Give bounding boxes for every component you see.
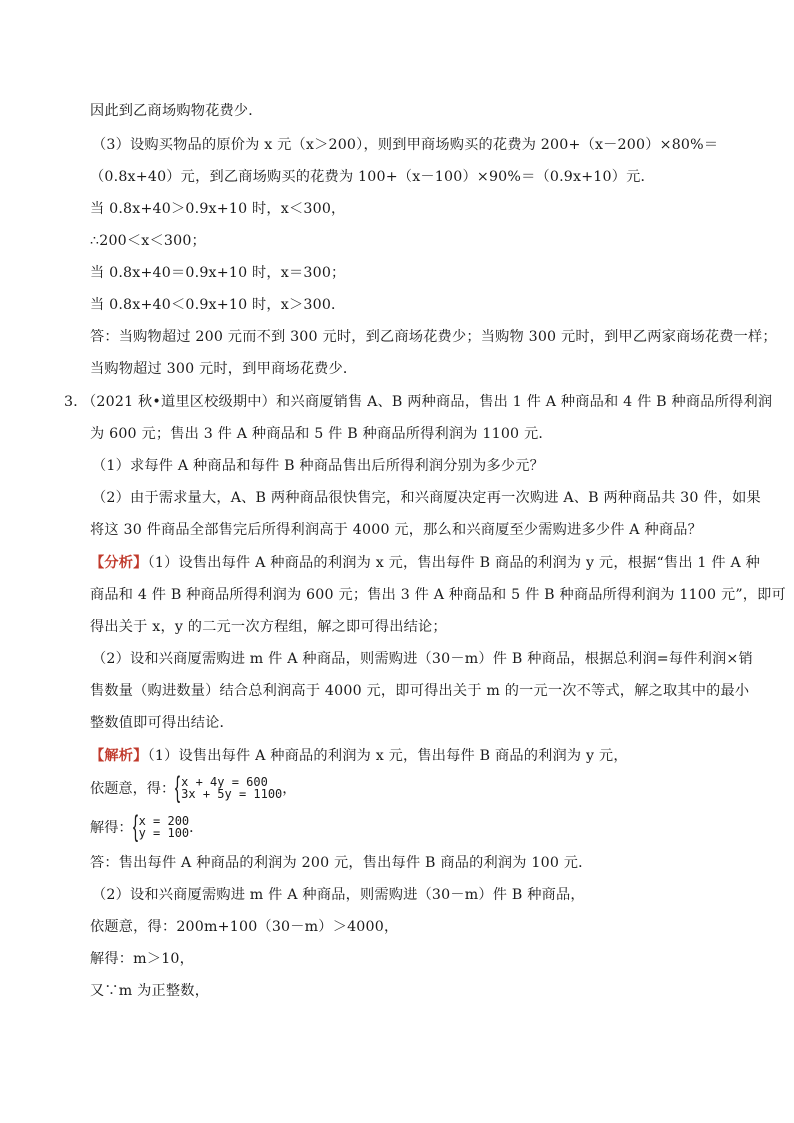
equation: x + 4y = 600	[181, 775, 268, 789]
text-line: 解得：m＞10，	[90, 951, 195, 967]
text-line: 商品和 4 件 B 种商品所得利润为 600 元；售出 3 件 A 种商品和 5 件 B 种商品所得利润为 1100 元”，即可	[90, 587, 786, 603]
solution-line	[90, 746, 628, 766]
text-line: 又∵m 为正整数，	[90, 983, 210, 999]
text-line: 当购物超过 300 元时，到甲商场花费少．	[90, 361, 358, 377]
equation-list	[139, 815, 190, 839]
question-number: 3．	[64, 394, 88, 410]
punctuation: ，	[282, 781, 297, 797]
text-span: 解得：	[90, 820, 133, 836]
equation-list	[181, 776, 282, 800]
text-line: 答：当购物超过 200 元而不到 300 元时，到乙商场花费少；当购物 300 元时，到甲乙两家商场花费一样；	[90, 329, 777, 345]
analysis-line	[90, 553, 760, 573]
equation: x = 200	[138, 814, 190, 828]
text-line: （2）由于需求量大，A、B 两种商品很快售完，和兴商厦决定再一次购进 A、B 两种商品共 30 件，如果	[92, 490, 761, 506]
equation: 3x + 5y = 1100	[181, 787, 283, 801]
text-line: 将这 30 件商品全部售完后所得利润高于 4000 元，那么和兴商厦至少需购进多少件 A 种商品？	[90, 522, 703, 538]
equation: y = 100	[138, 826, 190, 840]
text-line: 当 0.8x+40＝0.9x+10 时，x＝300；	[90, 265, 346, 281]
text-line: （2）设和兴商厦需购进 m 件 A 种商品，则需购进（30－m）件 B 种商品，	[92, 887, 585, 903]
text-line: （3）设购买物品的原价为 x 元（x＞200），则到甲商场购买的花费为 200+（x－200）×80%＝	[92, 137, 719, 153]
text-line: （2021 秋•道里区校级期中）和兴商厦销售 A、B 两种商品，售出 1 件 A 种商品和 4 件 B 种商品所得利润	[82, 394, 773, 410]
left-brace-icon: {	[175, 771, 181, 804]
text-span: 依题意，得：	[90, 781, 176, 797]
left-brace-icon: {	[132, 810, 138, 843]
text-line: （0.8x+40）元，到乙商场购买的花费为 100+（x－100）×90%＝（0.9x+10）元．	[90, 169, 655, 185]
text-line: 当 0.8x+40＜0.9x+10 时，x＞300．	[90, 297, 346, 313]
solution-tag: 【解析】	[90, 748, 148, 764]
text-span: （1）设售出每件 A 种商品的利润为 x 元，售出每件 B 商品的利润为 y 元，	[147, 748, 628, 764]
text-line: 答：售出每件 A 种商品的利润为 200 元，售出每件 B 商品的利润为 100 元．	[90, 855, 593, 871]
equation-system-1	[90, 772, 297, 804]
text-line: 整数值即可得出结论．	[90, 715, 234, 731]
text-line: 因此到乙商场购物花费少．	[90, 103, 263, 119]
text-line: ∴200＜x＜300；	[90, 233, 206, 249]
text-line: 售数量（购进数量）结合总利润高于 4000 元，即可得出关于 m 的一元一次不等式，解之取其中的最小	[90, 683, 750, 699]
analysis-tag: 【分析】	[90, 555, 148, 571]
text-line: 依题意，得：200m+100（30－m）＞4000，	[90, 919, 399, 935]
text-line: （2）设和兴商厦需购进 m 件 A 种商品，则需购进（30－m）件 B 种商品，根据总利润=每件利润×销	[92, 651, 753, 667]
punctuation: ．	[189, 820, 204, 836]
text-line: 得出关于 x，y 的二元一次方程组，解之即可得出结论；	[90, 619, 447, 635]
text-line: （1）求每件 A 种商品和每件 B 种商品售出后所得利润分别为多少元？	[92, 458, 544, 474]
text-span: （1）设售出每件 A 种商品的利润为 x 元，售出每件 B 商品的利润为 y 元，根据“售出 1 件 A 种	[147, 555, 760, 571]
text-line: 为 600 元；售出 3 件 A 种商品和 5 件 B 种商品所得利润为 1100 元．	[90, 426, 553, 442]
text-line: 当 0.8x+40＞0.9x+10 时，x＜300，	[90, 201, 346, 217]
equation-system-2	[90, 812, 203, 842]
